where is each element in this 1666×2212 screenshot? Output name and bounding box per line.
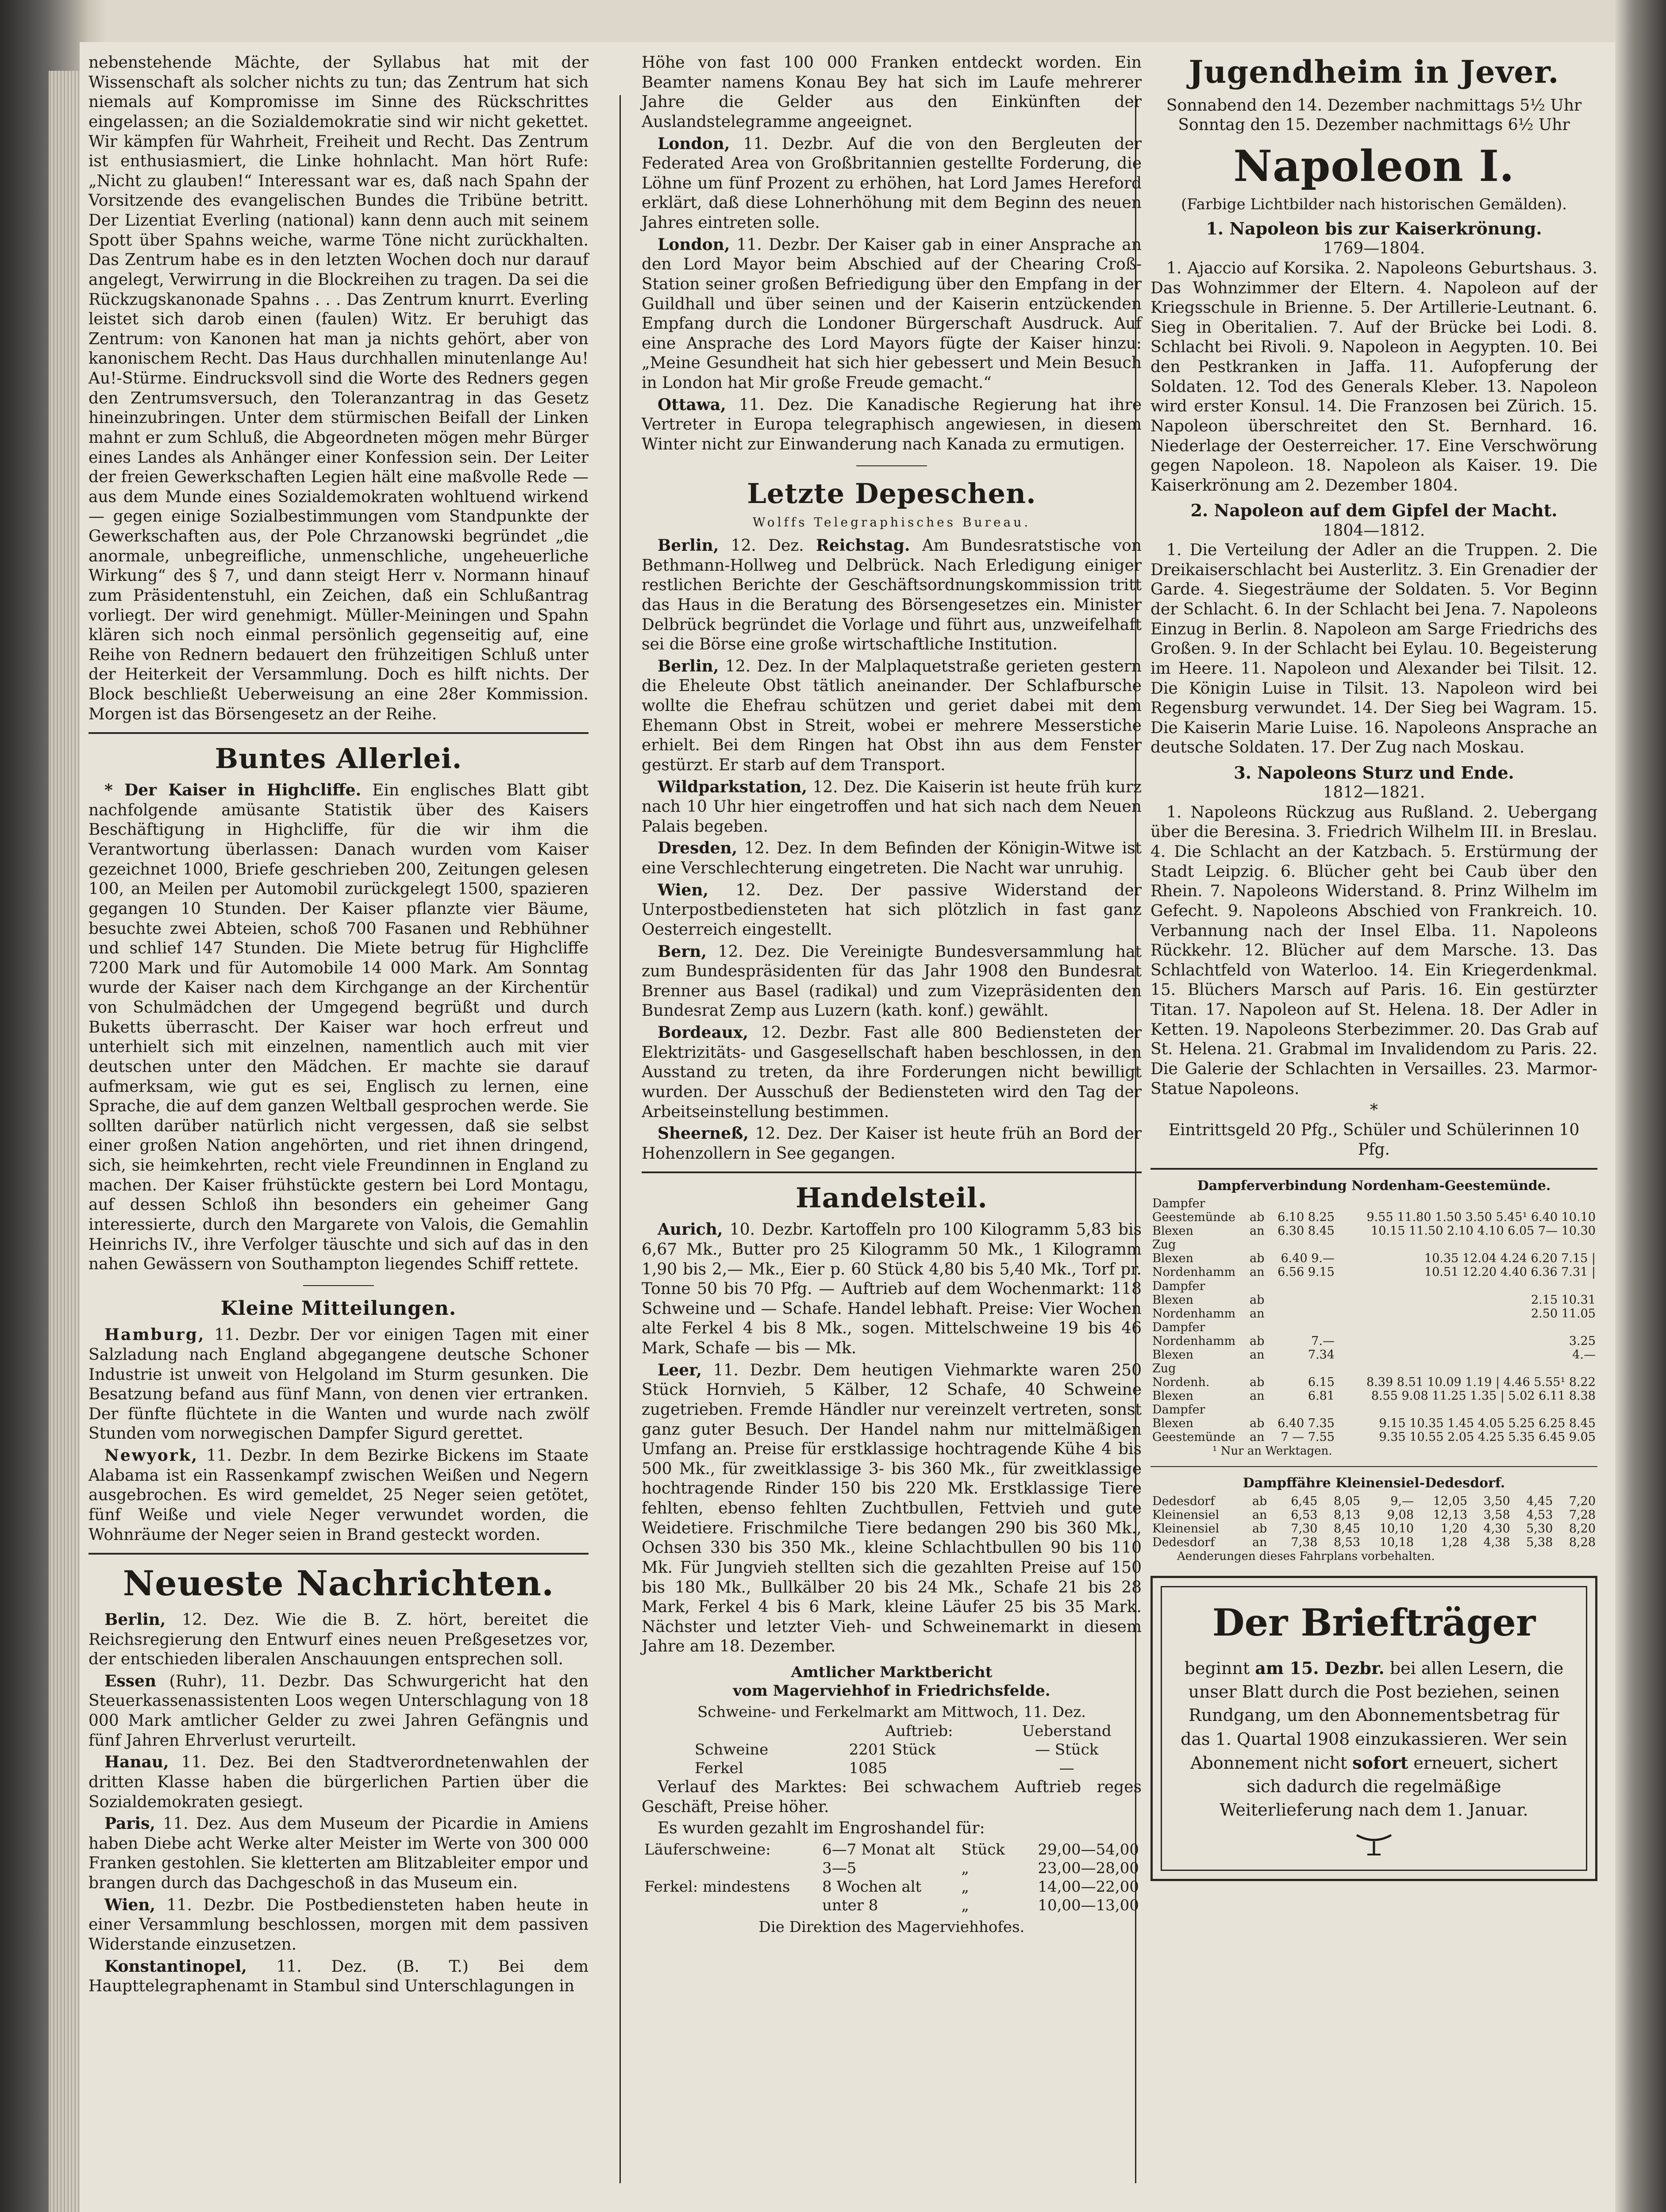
table-cell: [642, 1896, 820, 1915]
table-cell: Ferkel: mindestens: [644, 1878, 790, 1896]
section-divider: [1150, 1466, 1597, 1467]
table-cell: Nordenh.: [1152, 1375, 1210, 1389]
ad-text: bei allen Lesern, die unser Blatt durch die Post beziehen, seinen Rundgang, um den Abonnementsbetrag für das 1. Quartal 1908 einzukassieren. Wer sein Abonnement nicht: [1181, 1659, 1567, 1773]
table-cell: 6.40 7.35: [1277, 1417, 1335, 1430]
dateline: Dresden,: [658, 839, 738, 858]
table-cell: Zug: [1152, 1238, 1176, 1252]
marktbericht-signature: Die Direktion des Magerviehhofes.: [758, 1918, 1025, 1936]
dateline: Paris,: [104, 1814, 155, 1833]
table-cell: 8,53: [1333, 1535, 1361, 1549]
dispatch-berlin-2: [642, 657, 1142, 776]
table-cell: an: [1249, 1348, 1265, 1362]
table-cell: 7 — 7.55: [1281, 1430, 1335, 1444]
table-row: [642, 1878, 1142, 1896]
jugendheim-date-2: Sonntag den 15. Dezember nachmittags 6½ Uhr: [1178, 116, 1570, 134]
dispatch-topic: Reichstag.: [816, 536, 910, 555]
news-body: 11. Dezbr. Der Kaiser gab in einer Ansprache an den Lord Mayor beim Abschied auf der Chearing Croß-Station seiner großen Befriedigung über den Empfang in der Guildhall und über seinen und der Kaiserin entzückenden Empfang durch die Londoner Bürgerschaft Ausdruck. Auf eine Ansprache des Lord Mayors fügte der Kaiser hinzu: „Meine Gesundheit hat sich hier gebessert und Mein Besuch in London hat Mir große Freude gemacht.“: [642, 235, 1142, 392]
section-3-years: 1812—1821.: [1323, 783, 1425, 802]
table-cell: 10.15 11.50 2.10 4.10 6.05 7— 10.30: [1371, 1224, 1596, 1238]
section-1-list: 1. Ajaccio auf Korsika. 2. Napoleons Geburtshaus. 3. Das Wohnzimmer der Eltern. 4. Napoleon auf der Kriegsschule in Brienne. 5. Der Artillerie-Leutnant. 6. Sieg in Oberitalien. 7. Auf der Brücke bei Lodi. 8. Schlacht bei Rivoli. 9. Napoleon in Aegypten. 10. Bei den Pestkranken in Jaffa. 11. Aufopferung der Soldaten. 12. Tod des Generals Kleber. 13. Napoleon wird erster Konsul. 14. Die Franzosen bei Zürich. 15. Napoleon überschreitet den St. Bernhard. 16. Niederlage der Oesterreicher. 17. Eine Verschwörung gegen Napoleon. 18. Napoleon als Kaiser. 19. Die Kaiserkrönung am 2. Dezember 1804.: [1150, 259, 1597, 495]
table-cell: 9,—: [1390, 1494, 1414, 1508]
table-cell: ab: [1249, 1210, 1265, 1225]
marktbericht-gezahlt: Es wurden gezahlt im Engroshandel für:: [658, 1819, 985, 1838]
table-cell: 4,38: [1483, 1535, 1510, 1549]
jugendheim-heading: Jugendheim in Jever.: [1189, 54, 1559, 90]
news-body: 11. Dezbr. Die Postbediensteten haben heute in einer Versammlung beschlossen, morgen mit dem passiven Widerstande einzusetzen.: [88, 1896, 589, 1954]
table-cell: 6.30 8.45: [1277, 1224, 1335, 1238]
table-cell: [1269, 1279, 1336, 1293]
table-row: [1150, 1494, 1597, 1508]
market-aurich: [642, 1220, 1142, 1358]
news-london-1: [642, 134, 1142, 233]
section-1-years: 1769—1804.: [1323, 239, 1425, 258]
table-cell: Nordenhamm: [1152, 1334, 1236, 1348]
news-body: 11. Dezbr. Auf die von den Bergleuten der Federated Area von Großbritannien gestellte Forderung, die Löhne um fünf Prozent zu erhöhen, hat Lord James Hereford erklärt, daß diese Lohnerhöhung mit dem Beginn des neuen Jahres eintreten solle.: [642, 134, 1142, 232]
table-row: [1150, 1293, 1597, 1307]
table-row: [1150, 1536, 1597, 1549]
table-cell: Dampfer: [1152, 1320, 1205, 1334]
news-ottawa: [642, 395, 1142, 455]
table-cell: an: [1249, 1430, 1265, 1444]
table-cell: [1248, 1197, 1269, 1210]
dateline: Berlin,: [104, 1610, 166, 1629]
news-berlin: [88, 1610, 589, 1670]
dateline: Ottawa,: [658, 395, 726, 414]
table-cell: an: [1252, 1508, 1267, 1522]
marktbericht-title: Amtlicher Marktbericht: [791, 1663, 993, 1682]
table-cell: 7,38: [1291, 1535, 1318, 1549]
news-body: 12. Dez. Die Vereinigte Bundesversammlung hat zum Bundespräsidenten für das Jahr 1908 den Bundesrat Brenner aus Basel (radikal) und zum Vizepräsidenten den Bundesrat Zemp aus Luzern (kath. konf.) gewählt.: [642, 942, 1142, 1020]
dispatch-sheerness: [642, 1124, 1142, 1164]
table-cell: Geestemünde: [1152, 1430, 1235, 1444]
table-cell: [1269, 1321, 1336, 1334]
table-cell: 4,30: [1483, 1521, 1510, 1536]
table-cell: [1336, 1403, 1597, 1417]
dispatch-dresden: [642, 838, 1142, 878]
konstantinopel-continued: Höhe von fast 100 000 Franken entdeckt worden. Ein Beamter namens Konau Bey hat sich im Laufe mehrerer Jahre die Gelder aus den Einkünften der Auslandstelegramme angeeignet.: [642, 54, 1142, 131]
column-right: [1150, 53, 1597, 1881]
news-konstantinopel: [88, 1957, 589, 1997]
section-2-title: 2. Napoleon auf dem Gipfel der Macht.: [1190, 500, 1558, 521]
table-cell: 6.10 8.25: [1277, 1210, 1335, 1225]
news-body: 12. Dezbr. Fast alle 800 Bediensteten der Elektrizitäts- und Gasgesellschaft haben beschlossen, in den Ausstand zu treten, da ihre Forderungen nicht bewilligt wurden. Der Ausschuß der Bediensteten wird den Tag der Arbeitseinstellung bestimmen.: [642, 1024, 1142, 1121]
table-cell: Nordenhamm: [1152, 1306, 1236, 1321]
news-body: 12. Dez. Wie die B. Z. hört, bereitet die Reichsregierung den Entwurf eines neuen Preßgesetzes vor, der entschieden liberalen Anschauungen entsprechen soll.: [88, 1610, 589, 1669]
table-row: [1150, 1210, 1597, 1224]
dateline: Essen: [104, 1671, 157, 1690]
marktbericht-line: Schweine- und Ferkelmarkt am Mittwoch, 11. Dez.: [697, 1703, 1086, 1721]
dispatch-wien: [642, 880, 1142, 940]
table-cell: 9.15 10.35 1.45 4.05 5.25 6.25 8.45: [1379, 1417, 1596, 1430]
table-cell: Läuferschweine:: [644, 1840, 771, 1859]
news-body: 11. Dez. Aus dem Museum der Picardie in Amiens haben Diebe acht Werke alter Meister im Werte von 300 000 Franken gestohlen. Sie kletterten am Blitzableiter empor und brangen durch das Dachgeschoß in das Museum ein.: [88, 1815, 589, 1893]
table-cell: an: [1249, 1265, 1265, 1279]
news-body: 11. Dezbr. Dem heutigen Viehmarkte waren 250 Stück Hornvieh, 5 Kälber, 12 Schafe, 40 Schweine zugetrieben. Fremde Händler nur vereinzelt vertreten, sonst ganz guter Besuch. Der Handel nahm nur mittelmäßigen Umfang an. Preise für erstklassige hochtragende Kühe 4 bis 500 Mk., für zweitklassige 3- bis 360 Mk., für zweitklassige hochtragende Rinder 150 bis 220 Mk. Erstklassige Tiere fehlten, ebenso fehlten Zuchtbullen, Fettvieh und gute Weidetiere. Frischmilche Tiere bedangen 290 bis 360 Mk., Ochsen 330 bis 350 Mk., kleine Schlachtbullen 90 bis 110 Mk. Für Jungvieh stellten sich die gezahlten Preise auf 150 bis 180 Mk., Bullkälber 20 bis 24 Mk., Schafe 21 bis 28 Mark, Ferkel 4 bis 6 Mark, kleine Läufer 25 bis 35 Mark. Nächster und letzter Vieh- und Schweinemarkt in diesem Jahre am 18. Dezember.: [642, 1361, 1142, 1656]
table-header: Auftrieb:: [885, 1722, 953, 1740]
table-row: [1150, 1334, 1597, 1348]
dateline: Bern,: [658, 942, 707, 961]
table-cell: 3.25: [1569, 1334, 1596, 1348]
price-table: [642, 1840, 1142, 1915]
table-cell: 4.—: [1572, 1348, 1596, 1362]
table-cell: [642, 1859, 820, 1878]
table-row: [1150, 1197, 1597, 1210]
table-cell: 5,38: [1526, 1535, 1553, 1549]
napoleon-subtitle: (Farbige Lichtbilder nach historischen Gemälden).: [1181, 196, 1567, 214]
dateline: Konstantinopel,: [104, 1957, 247, 1976]
table-row: [1150, 1417, 1597, 1430]
table-row: [1150, 1508, 1597, 1522]
dateline: Bordeaux,: [658, 1023, 748, 1042]
dateline: Wildparkstation,: [658, 777, 807, 796]
section-2-list: 1. Die Verteilung der Adler an die Truppen. 2. Die Dreikaiserschlacht bei Austerlitz. 3. Ein Grenadier der Garde. 4. Siegesträume der Soldaten. 5. Vor Beginn der Schlacht. 6. In der Schlacht bei Jena. 7. Napoleons Einzug in Berlin. 8. Napoleon am Sarge Friedrichs des Großen. 9. In der Schlacht bei Eylau. 10. Begeisterung im Heere. 11. Napoleon und Alexander bei Tilsit. 12. Die Königin Luise in Tilsit. 13. Napoleon wird bei Regensburg verwundet. 14. Der Sieg bei Wagram. 15. Die Kaiserin Marie Luise. 16. Napoleons Ansprache an deutsche Soldaten. 17. Der Zug nach Moskau.: [1150, 541, 1597, 757]
table-cell: 6.56 9.15: [1277, 1265, 1335, 1279]
table-row: [1150, 1389, 1597, 1403]
table-cell: [1248, 1279, 1269, 1293]
news-paris: [88, 1814, 589, 1893]
short-divider: [303, 1285, 374, 1286]
section-2-years: 1804—1812.: [1323, 521, 1425, 540]
table-cell: [1269, 1307, 1336, 1321]
dateline: Sheerneß,: [658, 1124, 749, 1143]
dateline: Wien,: [658, 880, 709, 899]
faehre-timetable: [1150, 1494, 1597, 1549]
table-cell: 8,05: [1333, 1494, 1361, 1508]
marktbericht-subtitle: vom Magerviehhof in Friedrichsfelde.: [733, 1682, 1050, 1700]
table-cell: 10,00—13,00: [1038, 1897, 1139, 1915]
dateline: London,: [658, 235, 730, 254]
news-body: 12. Dez. In dem Befinden der Königin-Witwe ist eine Verschlechterung eingetreten. Die Nacht war unruhig.: [642, 839, 1142, 878]
table-cell: 10.35 12.04 4.24 6.20 7.15 |: [1424, 1252, 1596, 1266]
table-cell: Dedesdorf: [1152, 1494, 1215, 1508]
table-row: [1150, 1265, 1597, 1279]
table-cell: Blexen: [1152, 1417, 1194, 1430]
news-body: 11. Dez. Die Kanadische Regierung hat ihre Vertreter in Europa telegraphisch angewiesen, in diesem Winter nicht zur Einwanderung nach Kanada zu ermutigen.: [642, 396, 1142, 453]
news-wien: [88, 1895, 589, 1955]
table-cell: 3—5: [822, 1859, 857, 1878]
table-cell: an: [1249, 1389, 1265, 1403]
table-cell: 6—7 Monat alt: [822, 1840, 935, 1859]
section-1-title: 1. Napoleon bis zur Kaiserkrönung.: [1206, 219, 1542, 239]
auftrieb-table: [642, 1722, 1142, 1778]
article-lead: * Der Kaiser in Highcliffe.: [104, 781, 362, 800]
table-cell: an: [1252, 1535, 1267, 1549]
dateline: Wien,: [104, 1895, 156, 1914]
dateline: Berlin,: [658, 536, 719, 555]
table-cell: 23,00—28,00: [1038, 1859, 1139, 1878]
post-horn-icon: [1354, 1832, 1394, 1856]
table-cell: 10,10: [1379, 1521, 1414, 1536]
table-row: [1150, 1252, 1597, 1265]
dateline: Aurich,: [658, 1220, 723, 1239]
article-body: Ein englisches Blatt gibt nachfolgende amüsante Statistik über des Kaisers Beschäftigung in Highcliffe, für die wir ihm die Verantwortung überlassen: Danach wurden vom Kaiser gezeichnet 1000, Briefe geschrieben 200, Zeitungen gelesen 100, an Meilen per Automobil zurückgelegt 1500, spazieren gegangen 10 Stunden. Der Kaiser pflanzte vier Bäume, besuchte zwei Abteien, schoß 700 Fasanen und Rebhühner und schlief 147 Stunden. Die Miete betrug für Highcliffe 7200 Mark und für Automobile 14 000 Mark. Am Sonntag wurde der Kaiser nach dem Kirchgange an der Kirchentür von Schulmädchen der Umgegend begrüßt und durch Buketts überrascht. Der Kaiser war hoch erfreut und unterhielt sich mit einzelnen, namentlich auch mit vier deutschen unter den Mädchen. Er machte sie darauf aufmerksam, wie gut es sei, Englisch zu lernen, eine Sprache, die auf dem ganzen Weltball gesprochen werde. Sie sollten darüber natürlich nicht vergessen, daß sie selbst einer großen Nation angehörten, und riet ihnen dringend, sich, sie heimkehrten, recht viele Freundinnen in England zu machen. Der Kaiser frühstückte gestern bei Lord Montagu, auf dessen Schloß ihn besonders ein geheimer Gang interessierte, durch den Margarete von Valois, die Gemahlin Heinrichs IV., ihre Verfolger täuschte und sich auf das in den nahen Gewässern von Southampton liegendes Schiff rettete.: [88, 781, 589, 1274]
table-cell: ab: [1249, 1293, 1265, 1307]
brieftraeger-ad: [1150, 1576, 1597, 1881]
news-body: 12. Dez. Der Kaiser ist heute früh an Bord der Hohenzollern in See gegangen.: [642, 1125, 1142, 1163]
table-cell: 10.51 12.20 4.40 6.36 7.31 |: [1424, 1265, 1596, 1279]
table-cell: [1336, 1362, 1597, 1375]
market-leer: [642, 1360, 1142, 1657]
brieftraeger-ad-inner: [1161, 1586, 1587, 1871]
table-cell: Stück: [961, 1840, 1005, 1859]
table-cell: 7,28: [1569, 1508, 1596, 1522]
buntes-allerlei-heading: Buntes Allerlei.: [215, 742, 462, 775]
table-cell: [1336, 1279, 1597, 1293]
ferry-timetable: [1150, 1197, 1597, 1444]
section-3-title: 3. Napoleons Sturz und Ende.: [1234, 763, 1514, 783]
news-hanau: [88, 1752, 589, 1812]
table-cell: 4,45: [1526, 1494, 1553, 1508]
table-cell: Blexen: [1152, 1348, 1194, 1362]
table-cell: 2.15 10.31: [1531, 1293, 1596, 1307]
table-cell: 12,05: [1433, 1494, 1468, 1508]
section-divider: [1150, 1168, 1597, 1170]
news-body: (Ruhr), 11. Dezbr. Das Schwurgericht hat den Steuerkassenassistenten Loos wegen Unterschlagung von 18 000 Mark amtlicher Gelder zu zwei Jahren Gefängnis und fünf Jahren Ehrverlust verurteilt.: [88, 1672, 589, 1750]
dateline: Hanau,: [104, 1753, 169, 1772]
table-cell: [1248, 1362, 1269, 1375]
table-cell: Dampfer: [1152, 1279, 1205, 1293]
faehre-title: Dampffähre Kleinensiel-Dedesdorf.: [1243, 1475, 1505, 1491]
table-cell: [1269, 1238, 1336, 1252]
dispatch-bern: [642, 942, 1142, 1022]
table-row: [1150, 1321, 1597, 1334]
dispatch-date: 12. Dez.: [731, 537, 804, 555]
table-cell: Dampfer: [1152, 1197, 1205, 1211]
table-cell: 6.40 9.—: [1281, 1252, 1335, 1266]
table-cell: 8,28: [1569, 1535, 1596, 1549]
ad-date: am 15. Dezbr.: [1255, 1658, 1385, 1678]
table-cell: 2.50 11.05: [1531, 1306, 1596, 1321]
column-rule-1: [619, 95, 621, 2183]
news-body: 11. Dez. Bei den Stadtverordnetenwahlen der dritten Klasse haben die bürgerlichen Partien über die Sozialdemokraten gesiegt.: [88, 1753, 589, 1811]
table-row: [1150, 1430, 1597, 1444]
table-cell: — Stück: [1035, 1740, 1099, 1759]
news-body: 11. Dez. (B. T.) Bei dem Haupttelegraphenamt in Stambul sind Unterschlagungen in: [88, 1957, 589, 1996]
table-cell: Schweine: [695, 1740, 769, 1759]
ad-emphasis: sofort: [1352, 1752, 1408, 1773]
table-row: [1150, 1403, 1597, 1417]
table-cell: 8 Wochen alt: [822, 1878, 922, 1896]
kleine-mitteilungen-heading: Kleine Mitteilungen.: [220, 1297, 457, 1320]
table-cell: unter 8: [822, 1897, 878, 1915]
table-row: [1150, 1348, 1597, 1362]
news-body: 11. Dezbr. In dem Bezirke Bickens im Staate Alabama ist ein Rassenkampf zwischen Weißen und Negern ausgebrochen. Es wird gemeldet, 25 Neger seien getötet, fünf Weiße und viele Neger verwundet worden, die Wohnräume der Neger seien in Brand gesteckt worden.: [88, 1447, 589, 1544]
ad-text: erneuert, sichert sich dadurch die regelmäßige Weiterlieferung nach dem 1. Januar.: [1220, 1753, 1558, 1820]
star-ornament: *: [1370, 1101, 1378, 1120]
letzte-depeschen-heading: Letzte Depeschen.: [747, 477, 1036, 510]
table-cell: 29,00—54,00: [1038, 1840, 1139, 1859]
news-body: 12. Dez. In der Malplaquetstraße gerieten gestern die Eheleute Obst tätlich aneinander. Der Schlafbursche wollte die Ehefrau schützen und geriet dabei mit dem Ehemann Obst in Streit, wobei er mehrere Messerstiche erhielt. Bei dem Ringen hat Obst ihn aus dem Fenster gestürzt. Er starb auf dem Transport.: [642, 657, 1142, 774]
section-3-list: 1. Napoleons Rückzug aus Rußland. 2. Uebergang über die Beresina. 3. Friedrich Wilhelm III. in Breslau. 4. Die Schlacht an der Katzbach. 5. Erstürmung der Stadt Leipzig. 6. Blücher geht bei Caub über den Rhein. 7. Napoleons Widerstand. 8. Prinz Wilhelm im Gefecht. 9. Napoleons Abschied von Frankreich. 10. Verbannung nach der Insel Elba. 11. Napoleons Rückkehr. 12. Blücher auf dem Marsche. 13. Das Schlachtfeld von Waterloo. 14. Ein Kriegerdenkmal. 15. Blüchers Marsch auf Paris. 16. Ein gestürzter Titan. 17. Napoleon auf St. Helena. 18. Der Adler in Ketten. 19. Napoleons Sterbezimmer. 20. Das Grab auf St. Helena. 21. Grabmal im Invalidendom zu Paris. 22. Die Galerie der Schlachten in Versailles. 23. Marmor-Statue Napoleons.: [1150, 803, 1597, 1098]
table-cell: 4,53: [1526, 1508, 1553, 1522]
table-cell: ab: [1252, 1521, 1267, 1536]
dispatch-berlin-reichstag: [642, 536, 1142, 655]
table-cell: ab: [1249, 1334, 1265, 1348]
short-divider: [856, 465, 927, 466]
entry-fee: Eintrittsgeld 20 Pfg., Schüler und Schülerinnen 10 Pfg.: [1168, 1121, 1580, 1159]
table-row: [1150, 1307, 1597, 1321]
table-cell: 7,20: [1569, 1494, 1596, 1508]
table-cell: 8,20: [1569, 1521, 1596, 1536]
table-row: [642, 1759, 1142, 1778]
table-cell: [1336, 1238, 1597, 1252]
table-cell: Dedesdorf: [1152, 1535, 1215, 1549]
table-cell: [1269, 1403, 1336, 1417]
table-cell: ab: [1249, 1417, 1265, 1430]
scan-right-edge: [1615, 0, 1666, 2212]
table-cell: [1269, 1197, 1336, 1210]
table-row: [642, 1722, 1142, 1740]
table-cell: 9.35 10.55 2.05 4.25 5.35 6.45 9.05: [1379, 1430, 1596, 1444]
page-stack-edge: [49, 71, 80, 2212]
table-cell: [1269, 1293, 1336, 1307]
table-cell: 1085: [849, 1759, 888, 1777]
article-kaiser-highcliffe: [88, 780, 589, 1275]
table-cell: 7.34: [1308, 1348, 1335, 1362]
news-body: 11. Dezbr. Der vor einigen Tagen mit einer Salzladung nach England abgegangene deutsche Schoner Industrie ist unweit von Helgoland im Sturm gesunken. Die Besatzung befand aus fünf Mann, von denen vier ertranken. Der fünfte flüchtete in die Wanten und wurde nach zwölf Stunden vom norwegischen Dampfer Sigurd gerettet.: [88, 1326, 589, 1443]
table-cell: [1248, 1321, 1269, 1334]
table-cell: [1248, 1238, 1269, 1252]
table-cell: „: [961, 1897, 969, 1915]
table-cell: 8,45: [1333, 1521, 1361, 1536]
table-cell: Blexen: [1152, 1389, 1194, 1403]
reichstag-report-continued: nebenstehende Mächte, der Syllabus hat mit der Wissenschaft als solcher nichts zu tun; das Zentrum hat sich niemals auf Kompromisse im Sinne des Rückschrittes eingelassen; an die Sozialdemokratie sind wir nicht gekettet. Wir kämpfen für Wahrheit, Freiheit und Recht. Das Zentrum ist enthusiasmiert, die Linke hohnlacht. Man hört Rufe: „Nicht zu glauben!“ Interessant war es, daß nach Spahn der Vorsitzende des evangelischen Bundes die Tribüne betritt. Der Lizentiat Everling (national) kann denn auch mit seinem Spott über Spahns weiche, warme Töne nicht zurückhalten. Das Zentrum habe es in den letzten Wochen doch nur darauf angelegt, Verwirrung in die Blockreihen zu tragen. Da sei die Rückzugskanonade Spahns . . . Das Zentrum knurrt. Everling leistet sich darob einen (faulen) Witz. Er beruhigt das Zentrum: von Kanonen hat man ja nichts gehört, aber von kanonischem Recht. Das Haus durchhallen minutenlange Au! Au!-Stürme. Eindrucksvoll sind die Worte des Redners gegen den Zentrumsversuch, den Toleranzantrag in das Gesetz hineinzubringen. Unter dem stürmischen Beifall der Linken mahnt er zum Schluß, die Abgeordneten mögen mehr Bürger eines Landes als Anhänger einer Konfession sein. Der Leiter der freien Gewerkschaften Legien hält eine maßvolle Rede — aus dem Munde eines Sozialdemokraten wohltuend wirkend — gegen einige Sozialbestimmungen vom Standpunkte der Gewerkschaften aus, der Pole Chrzanowski begründet „die anormale, unbegreifliche, unmenschliche, ungeheuerliche Wirkung“ des § 7, und dann steigt Herr v. Normann hinauf zum Präsidentenstuhl, ein Zeichen, daß ein Schlußantrag vorliegt. Der wird genehmigt. Müller-Meiningen und Spahn klären sich noch einmal persönlich gegenseitig auf, eine Reihe von Rednern bedauert den frühzeitigen Schluß unter der Heiterkeit der Versammlung. Doch es hilft nichts. Der Block beschließt Ueberweisung an eine 28er Kommission. Morgen ist das Börsengesetz an der Reihe.: [88, 54, 589, 723]
dateline: Newyork,: [104, 1446, 199, 1465]
table-cell: Dampfer: [1152, 1402, 1205, 1417]
table-cell: 1,28: [1440, 1535, 1468, 1549]
table-cell: [1336, 1321, 1597, 1334]
table-cell: 14,00—22,00: [1038, 1878, 1139, 1896]
ferry-timetable-title: Dampferverbindung Nordenham-Geestemünde.: [1197, 1178, 1551, 1194]
table-row: [1150, 1224, 1597, 1238]
news-body: 12. Dez. Die Kaiserin ist heute früh kurz nach 10 Uhr hier eingetroffen und hat sich nach dem Neuen Palais begeben.: [642, 778, 1142, 836]
dateline: Leer,: [658, 1360, 702, 1379]
table-cell: ab: [1252, 1494, 1267, 1508]
timetable-footnote: ¹ Nur an Werktagen.: [1212, 1444, 1332, 1458]
dispatch-wildparkstation: [642, 777, 1142, 837]
table-cell: 9,08: [1387, 1508, 1414, 1522]
napoleon-heading: Napoleon I.: [1233, 141, 1515, 192]
table-cell: 7,30: [1291, 1521, 1318, 1536]
table-row: [1150, 1522, 1597, 1536]
dispatch-bordeaux: [642, 1023, 1142, 1122]
table-row: [642, 1840, 1142, 1859]
wolff-bureau-subheading: Wolffs Telegraphisches Bureau.: [752, 515, 1031, 530]
table-cell: 2201 Stück: [849, 1740, 936, 1759]
table-cell: Nordenhamm: [1152, 1265, 1236, 1279]
section-divider: [88, 732, 589, 734]
table-cell: 8,13: [1333, 1508, 1361, 1522]
table-row: [1150, 1279, 1597, 1293]
news-essen: [88, 1671, 589, 1751]
table-cell: [1269, 1362, 1336, 1375]
table-cell: 12,13: [1433, 1508, 1468, 1522]
table-cell: 9.55 11.80 1.50 3.50 5.45¹ 6.40 10.10: [1366, 1210, 1596, 1225]
table-cell: 3,58: [1483, 1508, 1510, 1522]
column-middle: [642, 53, 1142, 1936]
section-divider: [642, 1171, 1142, 1173]
brieftraeger-text: [1180, 1656, 1568, 1822]
table-cell: Kleinensiel: [1152, 1508, 1220, 1522]
jugendheim-date-1: Sonnabend den 14. Dezember nachmittags 5½ Uhr: [1166, 96, 1582, 115]
table-cell: 6,45: [1291, 1494, 1318, 1508]
faehre-note: Aenderungen dieses Fahrplans vorbehalten.: [1177, 1549, 1435, 1563]
column-left: [88, 53, 589, 1998]
table-cell: Zug: [1152, 1361, 1176, 1375]
table-cell: ab: [1249, 1375, 1265, 1389]
news-body: Am Bundesratstische von Bethmann-Hollweg und Delbrück. Nach Erledigung einiger restlichen Berichte der Geschäftsordnungskommission tritt das Haus in die Beratung des Börsengesetzes ein. Minister Delbrück begründet die Vorlage und führt aus, unzweifelhaft sei die Börse eine große wirtschaftliche Institution.: [642, 537, 1142, 654]
ad-text: beginnt: [1184, 1659, 1250, 1678]
table-cell: 1,20: [1440, 1521, 1468, 1536]
table-cell: ab: [1249, 1252, 1265, 1266]
table-cell: 6.15: [1308, 1375, 1335, 1389]
marktbericht-verlauf: Verlauf des Marktes: Bei schwachem Auftrieb reges Geschäft, Preise höher.: [642, 1778, 1142, 1816]
table-cell: „: [961, 1878, 969, 1896]
table-cell: Blexen: [1152, 1293, 1194, 1307]
table-cell: Ferkel: [695, 1759, 743, 1777]
table-row: [1150, 1362, 1597, 1375]
table-cell: an: [1249, 1224, 1265, 1238]
table-cell: Geestemünde: [1152, 1210, 1235, 1225]
table-row: [642, 1859, 1142, 1878]
table-cell: 6.81: [1308, 1389, 1335, 1403]
neueste-nachrichten-heading: Neueste Nachrichten.: [123, 1563, 554, 1604]
dateline: Berlin,: [658, 657, 719, 676]
table-cell: [1336, 1197, 1597, 1210]
table-cell: 7.—: [1311, 1334, 1335, 1348]
table-cell: 8.39 8.51 10.09 1.19 | 4.46 5.55¹ 8.22: [1366, 1375, 1596, 1389]
table-cell: an: [1249, 1306, 1265, 1321]
news-london-2: [642, 235, 1142, 393]
table-row: [642, 1740, 1142, 1759]
table-cell: 10,18: [1379, 1535, 1414, 1549]
table-cell: Blexen: [1152, 1252, 1194, 1266]
table-cell: Blexen: [1152, 1224, 1194, 1238]
table-row: [1150, 1375, 1597, 1389]
table-cell: —: [1059, 1759, 1074, 1777]
news-newyork: [88, 1446, 589, 1545]
news-hamburg: [88, 1325, 589, 1444]
table-cell: 8.55 9.08 11.25 1.35 | 5.02 6.11 8.38: [1371, 1389, 1596, 1403]
section-divider: [88, 1553, 589, 1555]
news-body: 12. Dez. Der passive Widerstand der Unterpostbediensteten hat sich plötzlich in fast ganz Oesterreich eingestellt.: [642, 881, 1142, 939]
table-cell: 6,53: [1291, 1508, 1318, 1522]
news-body: 10. Dezbr. Kartoffeln pro 100 Kilogramm 5,83 bis 6,67 Mk., Butter pro 25 Kilogramm 50 Mk., 1 Kilogramm 1,90 bis 2,— Mk., Eier p. 60 Stück 4,80 bis 5,40 Mk., Torf pr. Tonne 50 bis 70 Pfg. — Auftrieb auf dem Wochenmarkt: 118 Schweine und — Schafe. Handel lebhaft. Preise: Vier Wochen alte Ferkel 4 bis 8 Mk., sogen. Mittelschweine 19 bis 46 Mark, Schafe — bis — Mk.: [642, 1221, 1142, 1358]
table-cell: 5,30: [1526, 1521, 1553, 1536]
table-row: [642, 1896, 1142, 1915]
table-cell: [1248, 1403, 1269, 1417]
brieftraeger-heading: Der Briefträger: [1212, 1600, 1536, 1644]
dateline: London,: [658, 134, 730, 153]
table-cell: 3,50: [1483, 1494, 1510, 1508]
table-cell: „: [961, 1859, 969, 1878]
table-row: [1150, 1238, 1597, 1252]
handelsteil-heading: Handelsteil.: [796, 1182, 988, 1214]
table-cell: Kleinensiel: [1152, 1521, 1220, 1536]
table-header: Ueberstand: [1022, 1722, 1112, 1740]
dateline: Hamburg,: [104, 1325, 205, 1344]
